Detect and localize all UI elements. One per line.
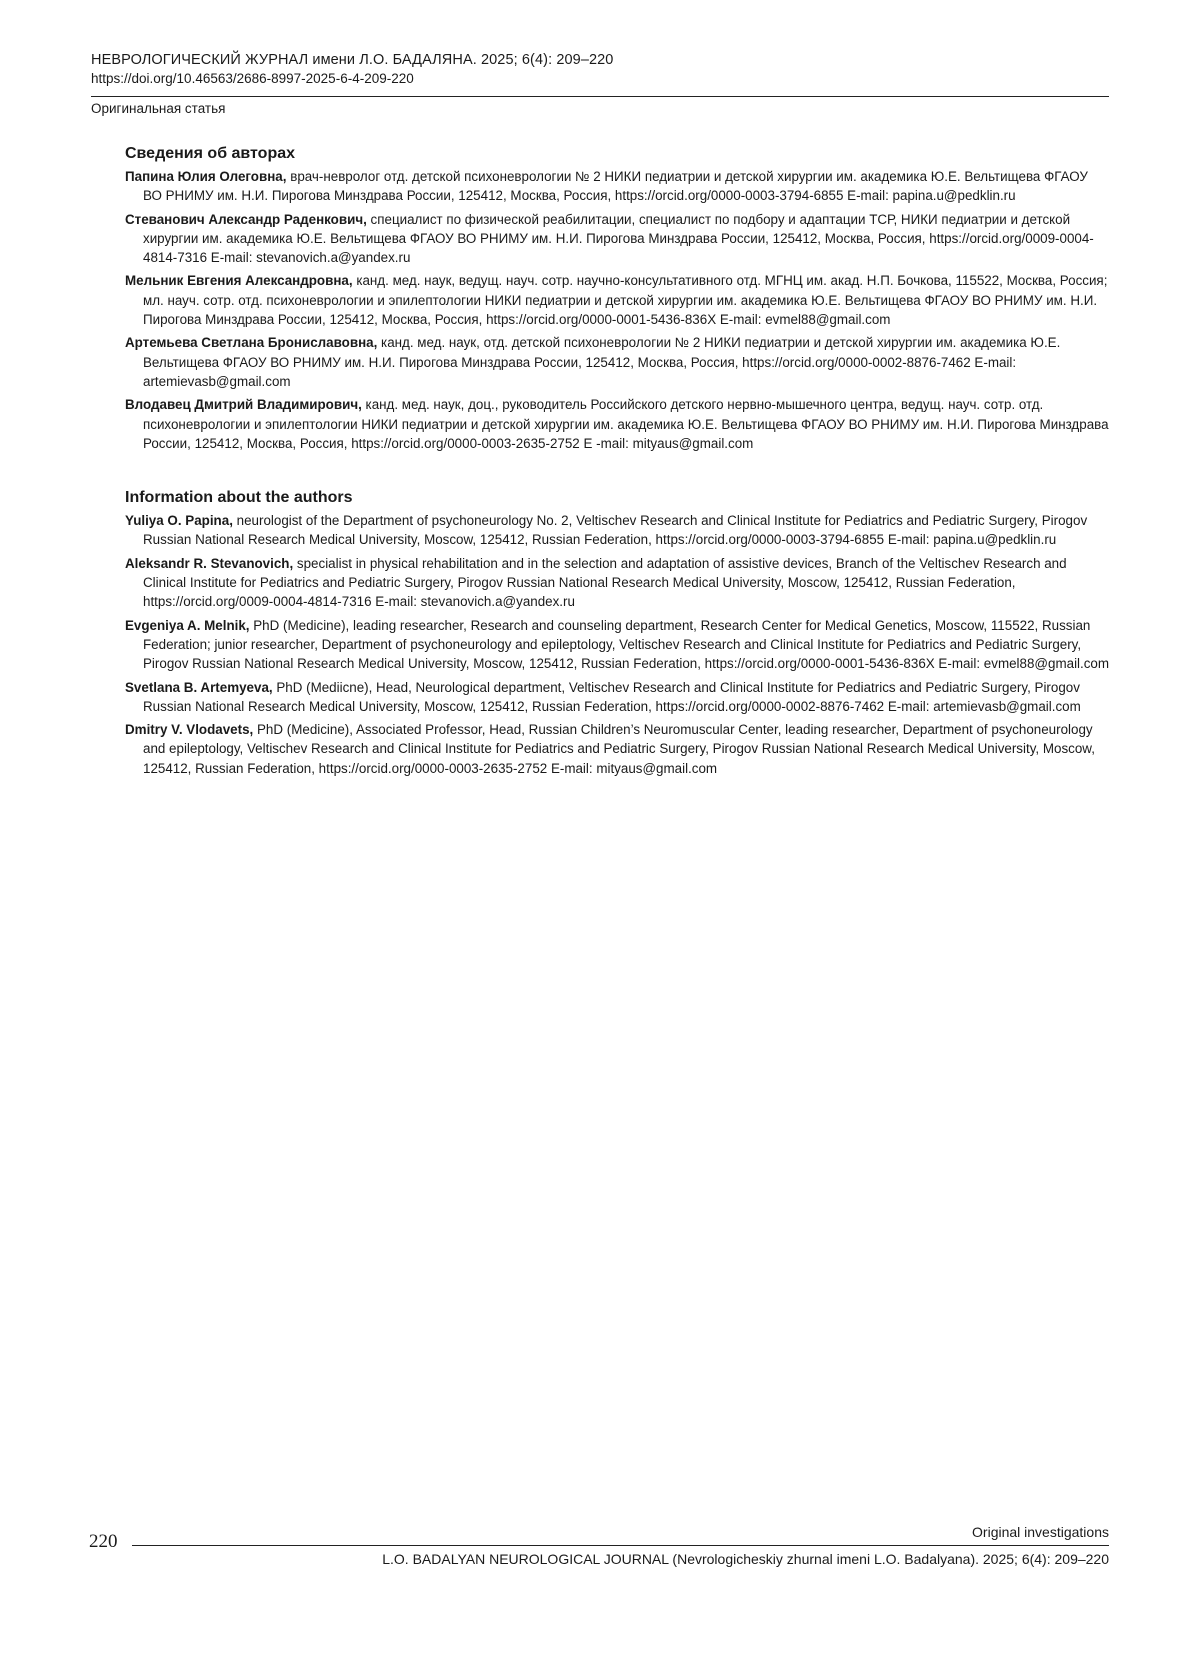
journal-title: НЕВРОЛОГИЧЕСКИЙ ЖУРНАЛ имени Л.О. БАДАЛЯНА. 2025; 6(4): 209–220 — [91, 52, 614, 68]
footer-section-label: Original investigations — [972, 1524, 1109, 1540]
author-name: Стеванович Александр Раденкович, — [125, 211, 367, 227]
page-header — [91, 50, 1109, 88]
ru-section-heading: Сведения об авторах — [125, 145, 296, 162]
footer-journal-citation: L.O. BADALYAN NEUROLOGICAL JOURNAL (Nevrologicheskiy zhurnal imeni L.O. Badalyana). 2025; 6(4): 209–220 — [382, 1551, 1109, 1567]
author-details: канд. мед. наук, доц., руководитель Российского детского нервно-мышечного центра, ведущ. науч. сотр. отд. психоневрологии и эпилептологии НИКИ педиатрии и детской хирургии им. академика Ю.Е. Вельтищева ФГАОУ ВО РНИМУ им. Н.И. Пирогова Минздрава России, 125412, Москва, Россия, https://orcid.org/0000-0003-2635-2752 E -mail: mityaus@gmail.com — [143, 397, 1109, 451]
author-name: Aleksandr R. Stevanovich, — [125, 555, 294, 571]
en-author-entry — [125, 511, 1110, 550]
ru-author-entry — [125, 210, 1110, 268]
en-author-entry — [125, 554, 1110, 612]
page-number: 220 — [89, 1531, 118, 1552]
author-details: PhD (Mediicne), Head, Neurological department, Veltischev Research and Clinical Institute for Pediatrics and Pediatric Surgery, Pirogov Russian National Research Medical University, Moscow, 125412, Russian Federation, https://orcid.org/0000-0002-8876-7462 E-mail: artemievasb@gmail.com — [143, 679, 1081, 714]
ru-author-entry — [125, 333, 1110, 391]
author-name: Dmitry V. Vlodavets, — [125, 722, 254, 738]
author-name: Svetlana B. Artemyeva, — [125, 679, 273, 695]
footer-divider — [132, 1545, 1109, 1546]
doi-link[interactable]: https://doi.org/10.46563/2686-8997-2025-6-4-209-220 — [91, 71, 414, 86]
en-author-entry — [125, 720, 1110, 778]
header-divider — [91, 96, 1109, 97]
en-section-heading: Information about the authors — [125, 489, 353, 507]
ru-author-entry — [125, 167, 1110, 206]
author-name: Мельник Евгения Александровна, — [125, 273, 353, 289]
ru-author-entry — [125, 271, 1110, 329]
author-details: канд. мед. наук, ведущ. науч. сотр. научно-консультативного отд. МГНЦ им. акад. Н.П. Бочкова, 115522, Москва, Россия; мл. науч. сотр. отд. психоневрологии и эпилептологии НИКИ педиатрии и детской хирургии им. академика Ю.Е. Вельтищева ФГАОУ ВО РНИМУ им. Н.И. Пирогова Минздрава России, 125412, Москва, Россия, https://orcid.org/0000-0001-5436-836X E-mail: evmel88@gmail.com — [143, 273, 1108, 328]
author-details: PhD (Medicine), leading researcher, Research and counseling department, Research Center for Medical Genetics, Moscow, 115522, Russian Federation; junior researcher, Department of psychoneurology and epileptology, Veltischev Research and Clinical Institute for Pediatrics and Pediatric Surgery, Pirogov Russian National Research Medical University, Moscow, 125412, Russian Federation, https://orcid.org/0000-0001-5436-836X E-mail: evmel88@gmail.com — [143, 617, 1110, 672]
author-details: PhD (Medicine), Associated Professor, Head, Russian Children’s Neuromuscular Center, leading researcher, Department of psychoneurology and epileptology, Veltischev Research and Clinical Institute for Pediatrics and Pediatric Surgery, Pirogov Russian National Research Medical University, Moscow, 125412, Russian Federation, https://orcid.org/0000-0003-2635-2752 E-mail: mityaus@gmail.com — [143, 722, 1095, 776]
author-details: врач-невролог отд. детской психоневрологии № 2 НИКИ педиатрии и детской хирургии им. академика Ю.Е. Вельтищева ФГАОУ ВО РНИМУ им. Н.И. Пирогова Минздрава России, 125412, Москва, Россия, https://orcid.org/0000-0003-3794-6855 E-mail: papina.u@pedklin.ru — [143, 169, 1088, 204]
author-name: Evgeniya A. Melnik, — [125, 617, 250, 633]
author-details: канд. мед. наук, отд. детской психоневрологии № 2 НИКИ педиатрии и детской хирургии им. академика Ю.Е. Вельтищева ФГАОУ ВО РНИМУ им. Н.И. Пирогова Минздрава России, 125412, Москва, Россия, https://orcid.org/0000-0002-8876-7462 E-mail: artemievasb@gmail.com — [143, 335, 1061, 389]
author-name: Yuliya O. Papina, — [125, 513, 233, 529]
author-details: специалист по физической реабилитации, специалист по подбору и адаптации ТСР, НИКИ педиатрии и детской хирургии им. академика Ю.Е. Вельтищева ФГАОУ ВО РНИМУ им. Н.И. Пирогова Минздрава России, 125412, Москва, Россия, https://orcid.org/0009-0004-4814-7316 E-mail: stevanovich.a@yandex.ru — [143, 211, 1094, 266]
author-name: Артемьева Светлана Брониславовна, — [125, 335, 378, 351]
author-details: neurologist of the Department of psychoneurology No. 2, Veltischev Research and Clinical Institute for Pediatrics and Pediatric Surgery, Pirogov Russian National Research Medical University, Moscow, 125412, Russian Federation, https://orcid.org/0000-0003-3794-6855 E-mail: papina.u@pedklin.ru — [143, 513, 1088, 548]
author-information — [125, 143, 1110, 782]
author-name: Папина Юлия Олеговна, — [125, 169, 287, 184]
en-author-entry — [125, 616, 1110, 674]
article-type: Оригинальная статья — [91, 101, 226, 116]
ru-author-entry — [125, 395, 1110, 453]
en-author-entry — [125, 678, 1110, 717]
author-details: specialist in physical rehabilitation and in the selection and adaptation of assistive devices, Branch of the Veltischev Research and Clinical Institute for Pediatrics and Pediatric Surgery, Pirogov Russian National Research Medical University, Moscow, 125412, Russian Federation, https://orcid.org/0009-0004-4814-7316 E-mail: stevanovich.a@yandex.ru — [143, 555, 1067, 610]
author-name: Влодавец Дмитрий Владимирович, — [125, 397, 362, 413]
